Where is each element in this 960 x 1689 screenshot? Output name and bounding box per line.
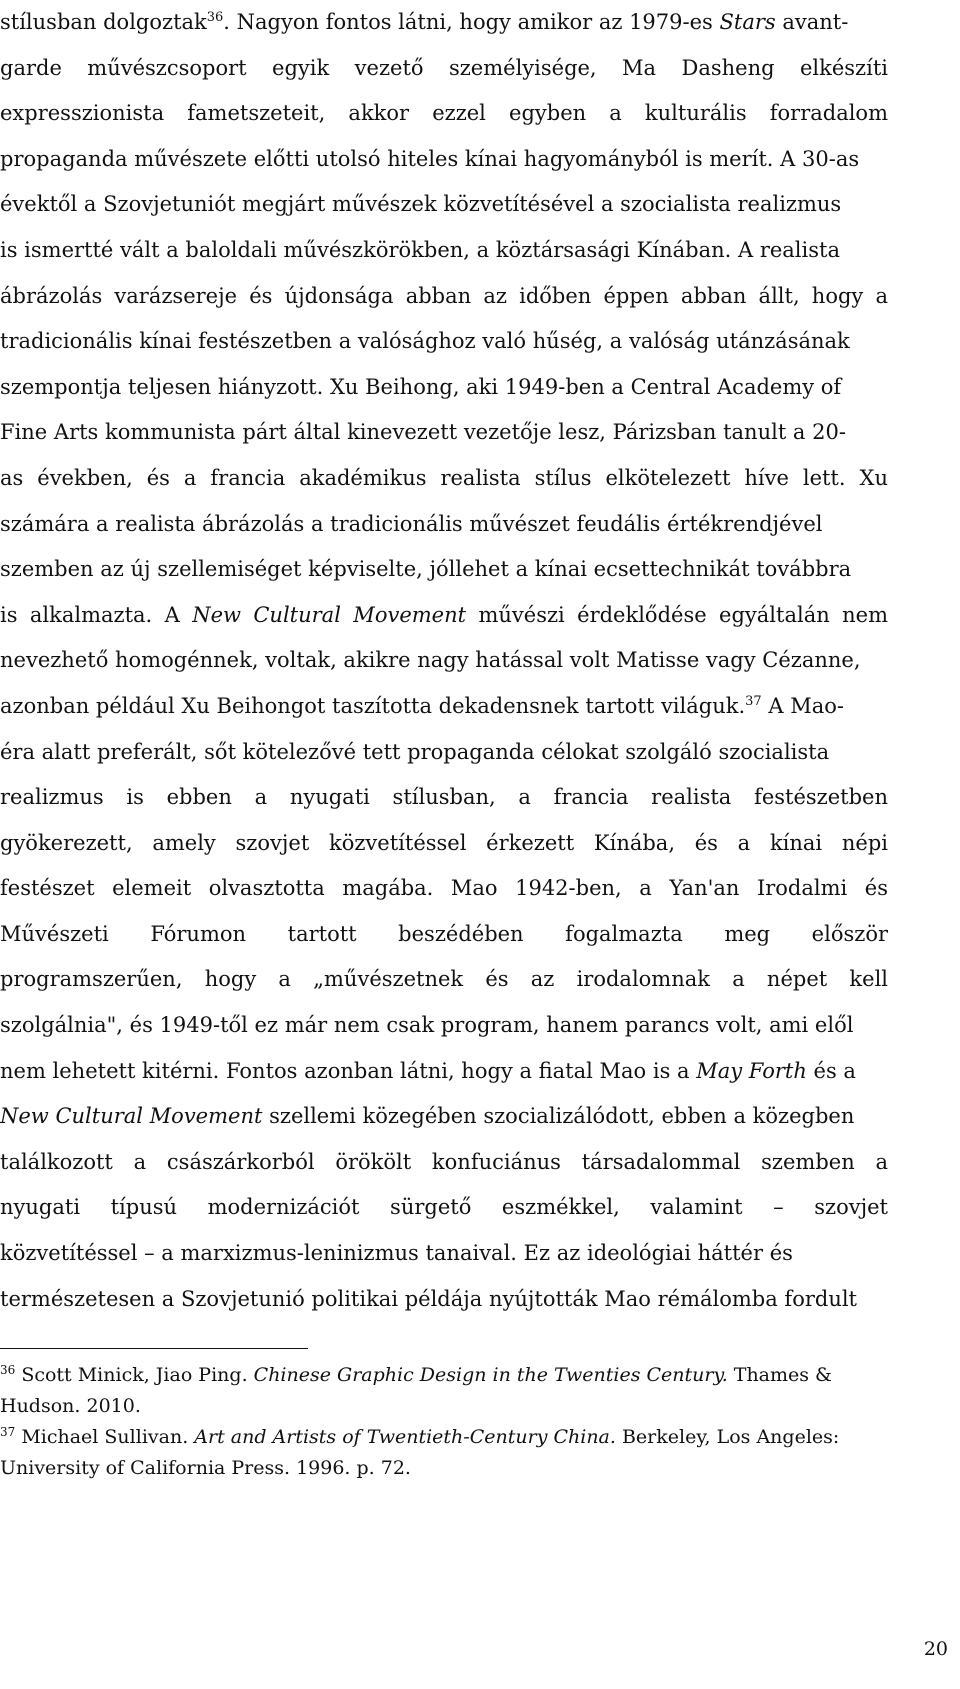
footnote-37: $^{37}$ Michael Sullivan. Art and Artists of Twentieth-Century China. Berkeley, Los Angeles: University of California Press. 1996. p. 72. <box>0 1425 840 1479</box>
text-line: tradicionális kínai festészetben a valósághoz való hűség, a valóság utánzásának <box>0 329 850 354</box>
text-line: szempontja teljesen hiányzott. Xu Beihong, aki 1949-ben a Central Academy of <box>0 374 842 399</box>
text-line: programszerűen, hogy a „művészetnek és az irodalomnak a népet kell <box>0 967 888 992</box>
text-line: közvetítéssel – a marxizmus-leninizmus tanaival. Ez az ideológiai háttér és <box>0 1241 793 1266</box>
text-line: New Cultural Movement szellemi közegében szocializálódott, ebben a közegben <box>0 1104 855 1129</box>
text-line: nyugati típusú modernizációt sürgető eszmékkel, valamint – szovjet <box>0 1195 888 1220</box>
footnote-reference: 36 <box>206 10 224 25</box>
text-line: természetesen a Szovjetunió politikai példája nyújtották Mao rémálomba fordult <box>0 1286 858 1311</box>
italic-title: May Forth <box>696 1058 807 1083</box>
text-line: as években, és a francia akadémikus realista stílus elkötelezett híve lett. Xu <box>0 465 888 490</box>
text-line: éra alatt preferált, sőt kötelezővé tett propaganda célokat szolgáló szocialista <box>0 739 830 764</box>
text-line: ábrázolás varázsereje és újdonsága abban az időben éppen abban állt, hogy a <box>0 283 888 308</box>
text-line: realizmus is ebben a nyugati stílusban, a francia realista festészetben <box>0 785 888 810</box>
italic-title: New Cultural Movement <box>192 602 467 627</box>
footnote-book-title: Art and Artists of Twentieth-Century China. <box>194 1426 616 1448</box>
text-line: garde művészcsoport egyik vezető személyisége, Ma Dasheng elkészíti <box>0 55 888 80</box>
text-line: expresszionista fametszeteit, akkor ezzel egyben a kulturális forradalom <box>0 101 888 126</box>
text-line: szemben az új szellemiséget képviselte, jóllehet a kínai ecsettechnikát továbbra <box>0 557 852 582</box>
italic-title: New Cultural Movement <box>0 1104 263 1129</box>
text-line: festészet elemeit olvasztotta magába. Mao 1942-ben, a Yan'an Irodalmi és <box>0 876 888 901</box>
text-line: stílusban dolgoztak$^{36}$. Nagyon fontos látni, hogy amikor az 1979-es Stars avant- <box>0 10 849 34</box>
text-line: gyökerezett, amely szovjet közvetítéssel érkezett Kínába, és a kínai népi <box>0 830 888 855</box>
page-number: 20 <box>923 1638 948 1660</box>
footnote-number: 36 <box>0 1363 16 1377</box>
text-line: is ismertté vált a baloldali művészkörökben, a köztársasági Kínában. A realista <box>0 237 840 262</box>
italic-title: Stars <box>719 10 776 34</box>
footnotes-section <box>0 1360 888 1484</box>
text-line: Művészeti Fórumon tartott beszédében fogalmazta meg először <box>0 921 888 946</box>
text-line: azonban például Xu Beihongot taszította dekadensnek tartott világuk.$^{37}$ A Mao- <box>0 693 844 718</box>
footnote-book-title: Chinese Graphic Design in the Twenties Century. <box>253 1364 728 1386</box>
footnote-number: 37 <box>0 1425 16 1439</box>
footnote-36: $^{36}$ Scott Minick, Jiao Ping. Chinese Graphic Design in the Twenties Century. Thames & Hudson. 2010. <box>0 1363 832 1417</box>
text-line: nem lehetett kitérni. Fontos azonban látni, hogy a fiatal Mao is a May Forth és a <box>0 1058 856 1083</box>
text-line: Fine Arts kommunista párt által kinevezett vezetője lesz, Párizsban tanult a 20- <box>0 420 846 445</box>
footnote-separator <box>0 1348 308 1349</box>
text-line: szolgálnia", és 1949-től ez már nem csak program, hanem parancs volt, ami elől <box>0 1013 854 1038</box>
footnote-reference: 37 <box>745 693 762 709</box>
text-line: propaganda művészete előtti utolsó hiteles kínai hagyományból is merít. A 30-as <box>0 146 860 171</box>
text-line: nevezhető homogénnek, voltak, akikre nagy hatással volt Matisse vagy Cézanne, <box>0 648 861 673</box>
text-line: évektől a Szovjetuniót megjárt művészek közvetítésével a szocialista realizmus <box>0 192 842 217</box>
text-line: találkozott a császárkorból örökölt konfuciánus társadalommal szemben a <box>0 1149 888 1174</box>
text-line: számára a realista ábrázolás a tradicionális művészet feudális értékrendjével <box>0 511 823 536</box>
text-line: is alkalmazta. A New Cultural Movement művészi érdeklődése egyáltalán nem <box>0 602 888 627</box>
